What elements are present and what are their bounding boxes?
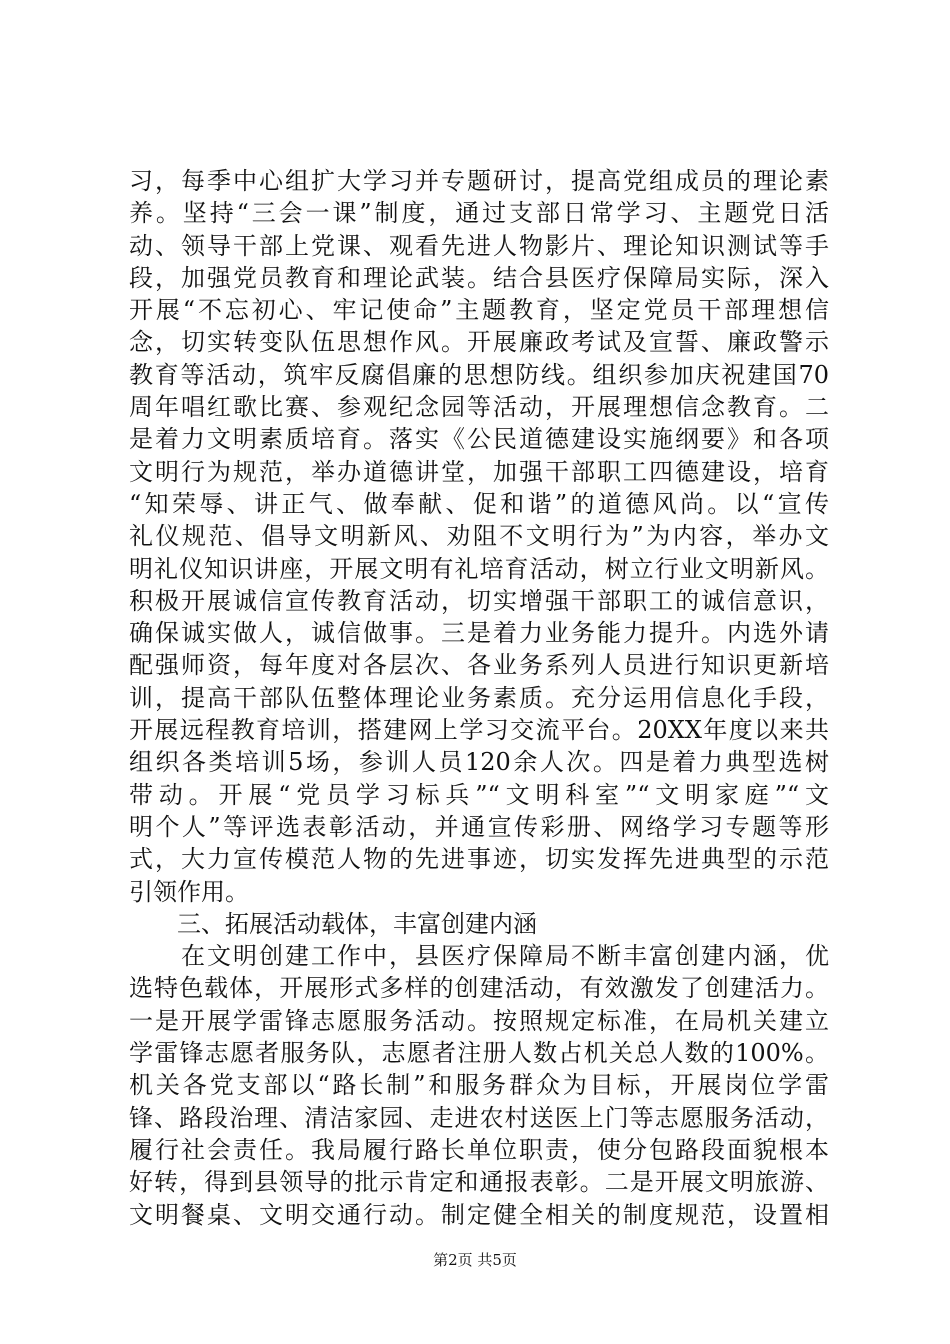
text-line: 明礼仪知识讲座，开展文明有礼培育活动，树立行业文明新风。 <box>129 554 829 583</box>
text-line: 明个人”等评选表彰活动，并通宣传彩册、网络学习专题等形 <box>129 812 829 841</box>
text-line: 周年唱红歌比赛、参观纪念园等活动，开展理想信念教育。二 <box>129 393 829 422</box>
text-line: 养。坚持“三会一课”制度，通过支部日常学习、主题党日活 <box>129 199 829 228</box>
paragraph-first-line: 在文明创建工作中，县医疗保障局不断丰富创建内涵，优 <box>129 942 829 971</box>
text-line: 是着力文明素质培育。落实《公民道德建设实施纲要》和各项 <box>129 425 829 454</box>
text-line: 礼仪规范、倡导文明新风、劝阻不文明行为”为内容，举办文 <box>129 522 829 551</box>
text-line: 确保诚实做人，诚信做事。三是着力业务能力提升。内选外请 <box>129 619 829 648</box>
text-line: 履行社会责任。我局履行路长单位职责，使分包路段面貌根本 <box>129 1135 829 1164</box>
text-line: 段，加强党员教育和理论武装。结合县医疗保障局实际，深入 <box>129 263 829 292</box>
text-line: 好转，得到县领导的批示肯定和通报表彰。二是开展文明旅游、 <box>129 1168 829 1197</box>
text-line: 选特色载体，开展形式多样的创建活动，有效激发了创建活力。 <box>129 974 829 1003</box>
paragraph-end-line: 引领作用。 <box>129 877 249 906</box>
text-line: 动、领导干部上党课、观看先进人物影片、理论知识测试等手 <box>129 231 829 260</box>
body-text <box>129 165 829 1231</box>
section-heading: 三、拓展活动载体，丰富创建内涵 <box>129 909 537 938</box>
text-line: 一是开展学雷锋志愿服务活动。按照规定标准，在局机关建立 <box>129 1006 829 1035</box>
text-line: 训，提高干部队伍整体理论业务素质。充分运用信息化手段， <box>129 683 829 712</box>
text-line: “知荣辱、讲正气、做奉献、促和谐”的道德风尚。以“宣传 <box>129 489 829 518</box>
text-line: 带动。开展“党员学习标兵”“文明科室”“文明家庭”“文 <box>129 780 829 809</box>
page-number-footer: 第2页 共5页 <box>433 1251 517 1269</box>
text-line: 学雷锋志愿者服务队，志愿者注册人数占机关总人数的100%。 <box>129 1039 829 1068</box>
text-line: 教育等活动，筑牢反腐倡廉的思想防线。组织参加庆祝建国70 <box>129 360 829 389</box>
text-line: 积极开展诚信宣传教育活动，切实增强干部职工的诚信意识， <box>129 586 829 615</box>
text-line: 式，大力宣传模范人物的先进事迹，切实发挥先进典型的示范 <box>129 845 829 874</box>
text-line: 开展“不忘初心、牢记使命”主题教育，坚定党员干部理想信 <box>129 296 829 325</box>
text-line: 习，每季中心组扩大学习并专题研讨，提高党组成员的理论素 <box>129 167 829 195</box>
text-line: 机关各党支部以“路长制”和服务群众为目标，开展岗位学雷 <box>129 1071 829 1100</box>
text-line: 配强师资，每年度对各层次、各业务系列人员进行知识更新培 <box>129 651 829 680</box>
text-line: 开展远程教育培训，搭建网上学习交流平台。20XX年度以来共 <box>129 716 829 745</box>
text-line: 锋、路段治理、清洁家园、走进农村送医上门等志愿服务活动， <box>129 1103 829 1132</box>
text-line: 组织各类培训5场，参训人员120余人次。四是着力典型选树 <box>129 748 829 777</box>
text-line: 念，切实转变队伍思想作风。开展廉政考试及宣誓、廉政警示 <box>129 328 829 357</box>
text-line: 文明行为规范，举办道德讲堂，加强干部职工四德建设，培育 <box>129 457 829 486</box>
text-line: 文明餐桌、文明交通行动。制定健全相关的制度规范，设置相 <box>129 1200 829 1229</box>
